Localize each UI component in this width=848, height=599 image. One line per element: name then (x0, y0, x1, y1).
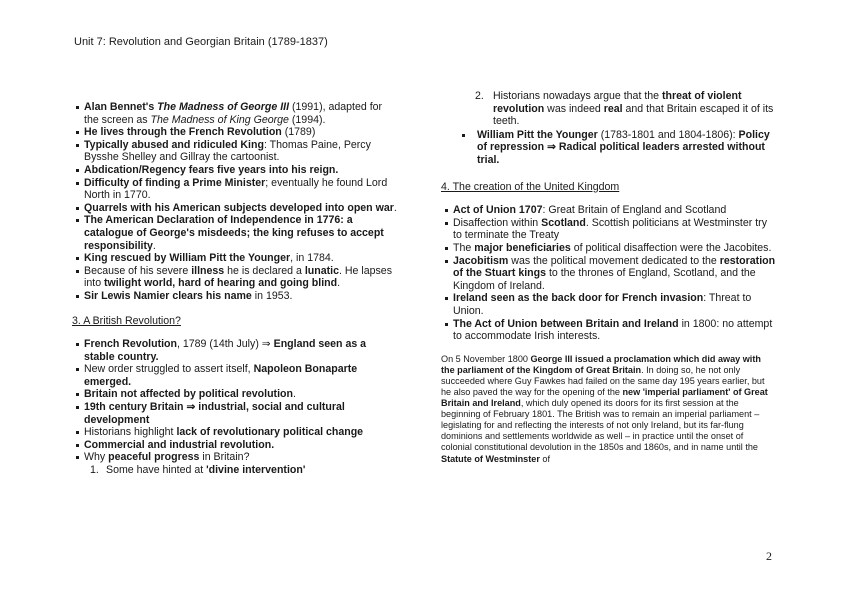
left-column (72, 101, 398, 477)
list-item: Act of Union 1707: Great Britain of England and Scotland (441, 204, 776, 217)
list-item: Historians highlight lack of revolutionary political change (72, 426, 398, 439)
list-item: 2. Historians nowadays argue that the threat of violent revolution was indeed real and that Britain escaped it of its teeth. (475, 90, 774, 128)
list-item: Jacobitism was the political movement dedicated to the restoration of the Stuart kings to the thrones of England, Scotland, and the Kingdom of Ireland. (441, 255, 776, 293)
list-item: The Act of Union between Britain and Ireland in 1800: no attempt to accommodate Irish interests. (441, 318, 776, 343)
list-item: Abdication/Regency fears five years into his reign. (72, 164, 398, 177)
list-item: The major beneficiaries of political disaffection were the Jacobites. (441, 242, 776, 255)
list-item: Because of his severe illness he is declared a lunatic. He lapses into twilight world, hard of hearing and going blind. (72, 265, 398, 290)
page-header: Unit 7: Revolution and Georgian Britain (1789-1837) (74, 36, 328, 48)
list-item: He lives through the French Revolution (1789) (72, 126, 398, 139)
list-item: The American Declaration of Independence in 1776: a catalogue of George's misdeeds; the king refuses to accept responsibility. (72, 214, 398, 252)
arrow-icon: ⇒ (261, 338, 271, 351)
arrow-icon: ⇒ (547, 141, 556, 154)
right-column (441, 90, 776, 465)
united-kingdom-list (441, 204, 776, 343)
list-item: King rescued by William Pitt the Younger, in 1784. (72, 252, 398, 265)
list-item: Disaffection within Scotland. Scottish politicians at Westminster try to terminate the Treaty (441, 217, 776, 242)
page-number: 2 (766, 549, 772, 563)
numbered-list (441, 90, 776, 128)
section-heading-4: 4. The creation of the United Kingdom (441, 180, 620, 193)
numbered-list (72, 464, 398, 477)
list-item: 19th century Britain ⇒ industrial, social and cultural development (72, 401, 398, 426)
british-revolution-list (72, 338, 398, 464)
list-item: New order struggled to assert itself, Napoleon Bonaparte emerged. (72, 363, 398, 388)
list-item: Commercial and industrial revolution. (72, 439, 398, 452)
list-item: Typically abused and ridiculed King: Thomas Paine, Percy Bysshe Shelley and Gillray the cartoonist. (72, 139, 398, 164)
body-paragraph: On 5 November 1800 George III issued a proclamation which did away with the parliament of the Kingdom of Great Britain. In doing so, he not only succeeded where Guy Fawkes had failed on the same day 195 years earlier, but he also paved the way for the opening of the new 'imperial parliament' of Great Britain and Ireland, which duly opened its doors for its first session at the beginning of February 1801. The British was to remain an imperial parliament – legislating for and reflecting the interests of not only Ireland, but its far-flung dominions and settlements worldwide as well – in practice until the onset of colonial constitutional devolution in the 1850s and 1860s, and in name until the Statute of Westminster of (441, 353, 768, 464)
list-item: Britain not affected by political revolution. (72, 388, 398, 401)
george-iii-list (72, 101, 398, 303)
list-item: French Revolution, 1789 (14th July) ⇒ England seen as a stable country. (72, 338, 398, 363)
pitt-item: William Pitt the Younger (1783-1801 and 1804-1806): Policy of repression ⇒ Radical political leaders arrested without trial. (441, 129, 776, 167)
list-item: Difficulty of finding a Prime Minister; eventually he found Lord North in 1770. (72, 177, 398, 202)
section-heading-3: 3. A British Revolution? (72, 314, 181, 327)
list-item: Alan Bennet's The Madness of George III (1991), adapted for the screen as The Madness of King George (1994). (72, 101, 398, 126)
list-item: Quarrels with his American subjects developed into open war. (72, 202, 398, 215)
list-item: Sir Lewis Namier clears his name in 1953. (72, 290, 398, 303)
list-item: Why peaceful progress in Britain? (72, 451, 398, 464)
arrow-icon: ⇒ (186, 401, 196, 414)
list-item: 1. Some have hinted at 'divine intervention' (90, 464, 306, 477)
list-item: Ireland seen as the back door for French invasion: Threat to Union. (441, 292, 776, 317)
